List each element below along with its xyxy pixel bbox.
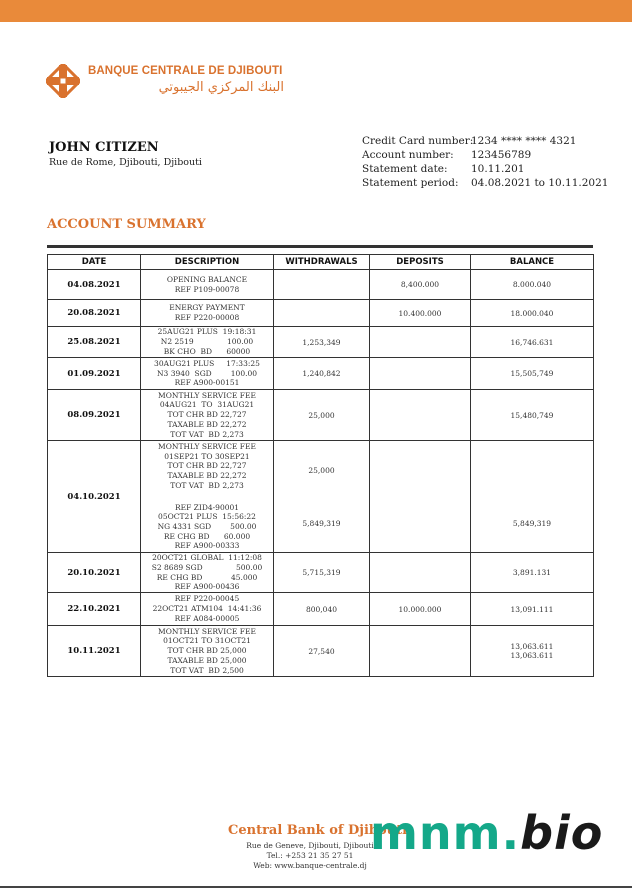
cell-withdrawal: 5,715,319 (274, 553, 370, 593)
balance-value: 13,063.611 (510, 642, 554, 651)
meta-row-card (362, 135, 612, 149)
description-line: 01SEP21 TO 30SEP21 (164, 451, 250, 461)
balance-value: 13,063.611 (510, 651, 554, 660)
watermark-dot: . (501, 806, 521, 860)
description-line: REF A900-00333 (174, 541, 240, 551)
description-line: RE CHG BD 60.000 (163, 531, 251, 541)
table-row (48, 270, 594, 300)
description-line: TAXABLE BD 22,272 (167, 471, 247, 481)
cell-description (141, 300, 274, 327)
meta-label: Credit Card number: (362, 135, 474, 147)
meta-value: 10.11.201 (471, 163, 525, 175)
cell-withdrawal (274, 441, 370, 553)
footer-phone: Tel.: +253 21 35 27 51 (266, 851, 354, 860)
description-line: TOT VAT BD 2,273 (170, 429, 244, 439)
table-row (48, 593, 594, 626)
cell-description (141, 327, 274, 358)
cell-balance: 15,480,749 (471, 390, 594, 441)
meta-label: Statement date: (362, 163, 448, 175)
cell-withdrawal: 27,540 (274, 626, 370, 677)
description-line: RE CHG BD 45.000 (156, 572, 258, 582)
description-line: ENERGY PAYMENT (169, 303, 245, 313)
header-balance: BALANCE (471, 255, 594, 270)
cell-description (141, 390, 274, 441)
description-line: 05OCT21 PLUS 15:56:22 (158, 512, 256, 522)
watermark-part2: bio (520, 806, 604, 860)
description-line: REF ZID4-90001 (174, 502, 240, 512)
section-title: ACCOUNT SUMMARY (47, 217, 206, 232)
cell-deposit (370, 358, 471, 390)
cell-date: 08.09.2021 (48, 390, 141, 441)
table-row (48, 441, 594, 553)
description-line: TAXABLE BD 22,272 (167, 419, 247, 429)
cell-date: 20.10.2021 (48, 553, 141, 593)
table-row (48, 358, 594, 390)
cell-description (141, 441, 274, 553)
table-row (48, 327, 594, 358)
bottom-divider (0, 886, 632, 888)
footer-address: Rue de Geneve, Djibouti, Djibouti (246, 841, 374, 850)
statement-table (47, 254, 594, 677)
description-line: 22OCT21 ATM104 14:41:36 (152, 604, 262, 614)
description-line: BK CHO BD 60000 (163, 346, 251, 356)
meta-value: 1234 **** **** 4321 (471, 135, 577, 147)
description-line: N2 2519 100.00 (160, 337, 254, 347)
cell-description (141, 358, 274, 390)
cell-date: 20.08.2021 (48, 300, 141, 327)
description-line: REF P220-00008 (174, 313, 240, 322)
description-line: REF P109-00078 (174, 284, 240, 294)
watermark (370, 806, 603, 860)
cell-balance: 16,746.631 (471, 327, 594, 358)
description-line: 25AUG21 PLUS 19:18:31 (157, 327, 257, 337)
description-line: N3 3940 SGD 100.00 (156, 368, 258, 378)
description-line: TOT VAT BD 2,273 (170, 480, 244, 490)
meta-label: Statement period: (362, 177, 459, 189)
meta-label: Account number: (362, 149, 454, 161)
cell-deposit (370, 553, 471, 593)
description-line: TOT CHR BD 22,727 (167, 410, 247, 420)
cell-balance: 3,891.131 (471, 553, 594, 593)
cell-description (141, 553, 274, 593)
cell-deposit: 8,400.000 (370, 270, 471, 300)
header-description: DESCRIPTION (141, 255, 274, 270)
watermark-part1: mnm (370, 806, 502, 860)
header-date: DATE (48, 255, 141, 270)
cell-balance: 13,091.111 (471, 593, 594, 626)
cell-deposit: 10.000.000 (370, 593, 471, 626)
footer-web: Web: www.banque-centrale.dj (253, 861, 367, 870)
cell-date: 04.10.2021 (48, 441, 141, 553)
cell-balance (471, 441, 594, 553)
cell-deposit (370, 390, 471, 441)
cell-withdrawal: 800,040 (274, 593, 370, 626)
description-line: TOT CHR BD 25,000 (167, 646, 247, 656)
cell-balance: 8.000.040 (471, 270, 594, 300)
meta-row-account (362, 149, 612, 163)
description-line: MONTHLY SERVICE FEE (158, 390, 256, 400)
description-line: S2 8689 SGD 500.00 (151, 562, 263, 572)
description-line: TOT CHR BD 22,727 (167, 461, 247, 471)
description-line: REF A900-00436 (174, 582, 240, 592)
description-line: REF A900-00151 (174, 378, 240, 388)
cell-description (141, 626, 274, 677)
description-line: TAXABLE BD 25,000 (167, 655, 247, 665)
customer-name: JOHN CITIZEN (49, 140, 159, 155)
table-row (48, 553, 594, 593)
meta-row-period (362, 177, 612, 191)
cell-description (141, 270, 274, 300)
section-divider (47, 245, 593, 248)
table-row (48, 390, 594, 441)
meta-value: 04.08.2021 to 10.11.2021 (471, 177, 609, 189)
cell-date: 22.10.2021 (48, 593, 141, 626)
bank-logo (46, 64, 306, 104)
table-row (48, 626, 594, 677)
footer-title: Central Bank of Djibouti (228, 823, 408, 838)
cell-withdrawal (274, 300, 370, 327)
cell-balance: 15,505,749 (471, 358, 594, 390)
description-line: NG 4331 SGD 500.00 (157, 521, 257, 531)
withdrawal-value: 5,849,319 (302, 518, 341, 528)
cell-deposit: 10.400.000 (370, 300, 471, 327)
description-line: 04AUG21 TO 31AUG21 (159, 400, 255, 410)
cell-withdrawal: 1,240,842 (274, 358, 370, 390)
cell-deposit (370, 441, 471, 553)
cell-withdrawal: 1,253,349 (274, 327, 370, 358)
customer-address: Rue de Rome, Djibouti, Djibouti (49, 157, 202, 168)
meta-row-date (362, 163, 612, 177)
table-header-row (48, 255, 594, 270)
description-line: REF P220-00045 (174, 594, 240, 604)
balance-value: 5,849,319 (512, 519, 552, 528)
description-line: OPENING BALANCE (166, 274, 248, 284)
cell-deposit (370, 626, 471, 677)
description-line: MONTHLY SERVICE FEE (158, 626, 256, 636)
table-row (48, 300, 594, 327)
bank-name-french: BANQUE CENTRALE DE DJIBOUTI (88, 65, 283, 77)
description-line: 20OCT21 GLOBAL 11:12:08 (152, 553, 262, 563)
withdrawal-value: 25,000 (308, 465, 335, 475)
header-withdrawals: WITHDRAWALS (274, 255, 370, 270)
statement-meta (362, 135, 612, 191)
description-line: MONTHLY SERVICE FEE (158, 441, 256, 451)
cell-balance: 18.000.040 (471, 300, 594, 327)
cell-withdrawal: 25,000 (274, 390, 370, 441)
cell-description (141, 593, 274, 626)
description-line: 30AUG21 PLUS 17:33:25 (154, 358, 260, 368)
description-line: 01OCT21 TO 31OCT21 (163, 636, 251, 646)
cell-date: 10.11.2021 (48, 626, 141, 677)
cell-withdrawal (274, 270, 370, 300)
cell-date: 25.08.2021 (48, 327, 141, 358)
bank-emblem-icon (46, 64, 80, 98)
cell-deposit (370, 327, 471, 358)
bank-name-arabic: البنك المركزي الجيبوتي (158, 80, 284, 95)
description-line: REF A084-00005 (174, 613, 240, 623)
meta-value: 123456789 (471, 149, 532, 161)
cell-balance (471, 626, 594, 677)
top-accent-bar (0, 0, 632, 22)
header-deposits: DEPOSITS (370, 255, 471, 270)
cell-date: 04.08.2021 (48, 270, 141, 300)
description-line: TOT VAT BD 2,500 (170, 665, 244, 675)
cell-date: 01.09.2021 (48, 358, 141, 390)
